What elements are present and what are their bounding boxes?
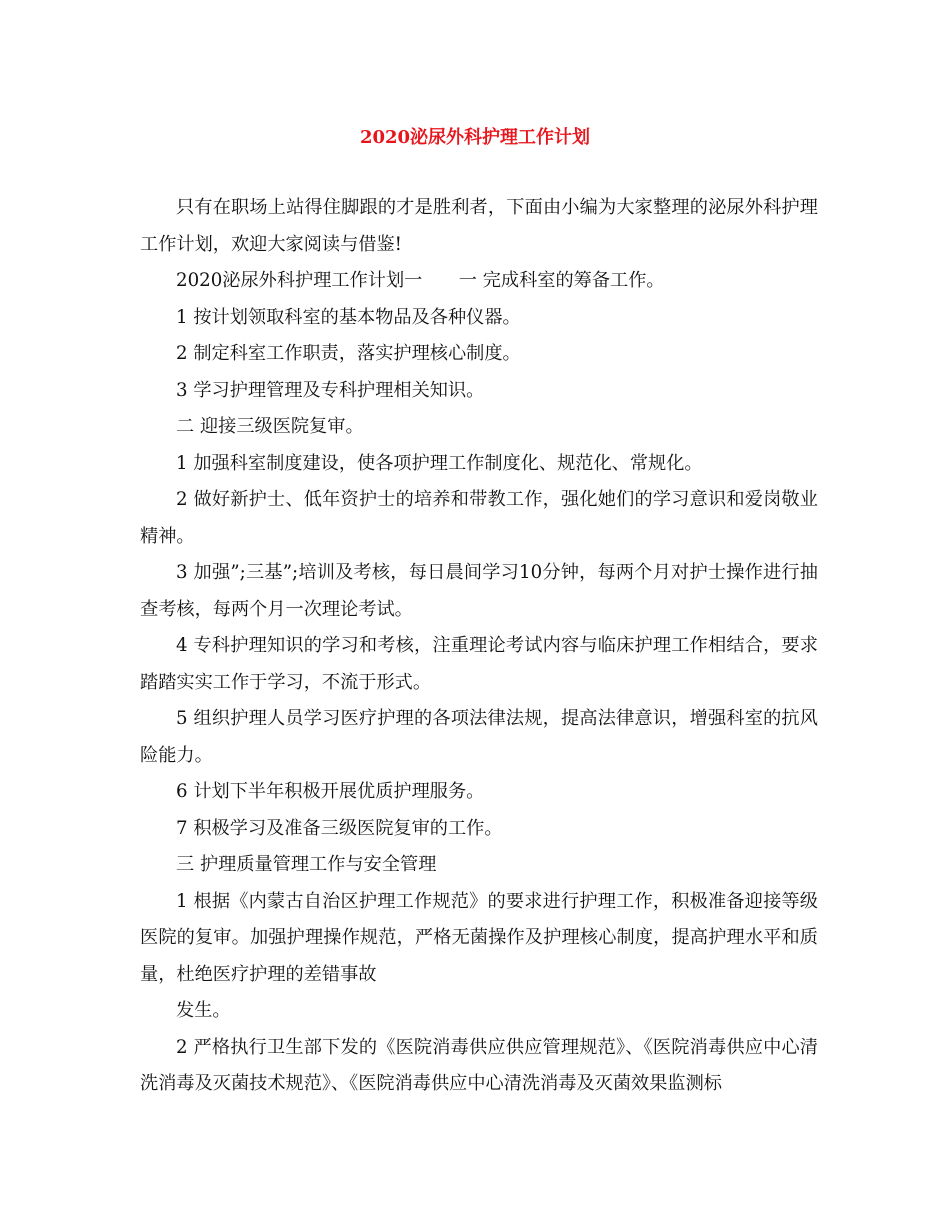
paragraph-item: 1 加强科室制度建设，使各项护理工作制度化、规范化、常规化。 [176,452,703,474]
paragraph-item: 2 制定科室工作职责，落实护理核心制度。 [176,343,521,364]
paragraph-item: 5 组织护理人员学习医疗护理的各项法律法规，提高法律意识，增强科室的抗风险能力。 [140,708,818,766]
paragraph-item: 3 加强”;三基”;培训及考核，每日晨间学习10分钟，每两个月对护士操作进行抽查考核，每两个月一次理论考试。 [140,562,818,620]
paragraph-item: 1 按计划领取科室的基本物品及各种仪器。 [176,306,521,328]
paragraph-item: 3 学习护理管理及专科护理相关知识。 [176,379,485,401]
section-heading: 二 迎接三级医院复审。 [176,416,364,437]
paragraph-continuation: 发生。 [176,1000,231,1021]
paragraph-item: 2 严格执行卫生部下发的《医院消毒供应供应管理规范》、《医院消毒供应中心清洗消毒及灭菌技术规范》、《医院消毒供应中心清洗消毒及灭菌效果监测标 [140,1036,818,1094]
paragraph-item: 4 专科护理知识的学习和考核，注重理论考试内容与临床护理工作相结合，要求踏踏实实工作于学习，不流于形式。 [140,635,818,693]
document-title: 2020泌尿外科护理工作计划 [359,127,591,148]
paragraph-item: 6 计划下半年积极开展优质护理服务。 [176,781,485,802]
document-body [140,190,818,1103]
section-heading: 三 护理质量管理工作与安全管理 [176,854,437,875]
paragraph-plan-heading: 2020泌尿外科护理工作计划一 一 完成科室的筹备工作。 [176,270,665,291]
paragraph-item: 1 根据《内蒙古自治区护理工作规范》的要求进行护理工作，积极准备迎接等级医院的复审。加强护理操作规范，严格无菌操作及护理核心制度，提高护理水平和质量，杜绝医疗护理的差错事故 [140,890,818,985]
paragraph-item: 7 积极学习及准备三级医院复审的工作。 [176,817,503,839]
paragraph-intro: 只有在职场上站得住脚跟的才是胜利者，下面由小编为大家整理的泌尿外科护理工作计划，欢迎大家阅读与借鉴! [140,197,818,255]
paragraph-item: 2 做好新护士、低年资护士的培养和带教工作，强化她们的学习意识和爱岗敬业精神。 [140,489,818,547]
